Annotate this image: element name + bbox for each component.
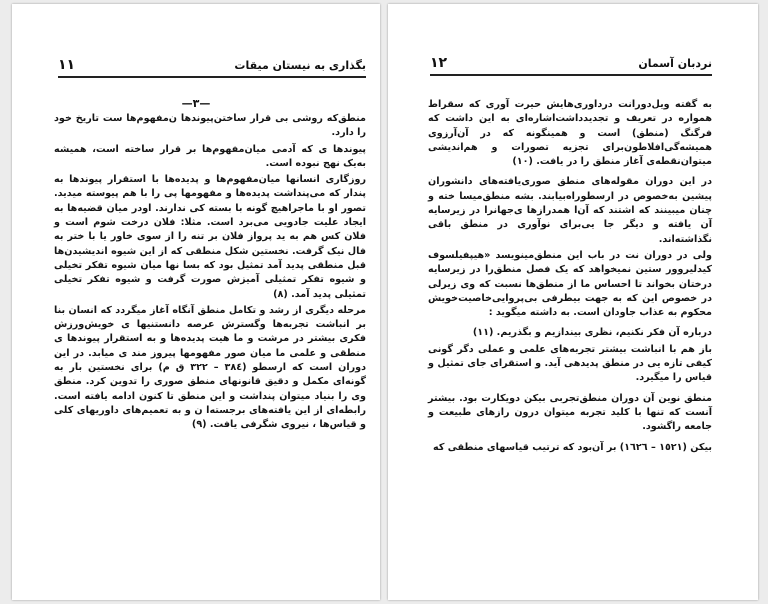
- paragraph: روزگاری انسانها میان‌مفهوم‌ها و پدیده‌ها با استقرار پیوندها به پندار که می‌پنداشت پدیده‌ها و مفهومها پی را با هم پیوسته میدید. تصور او با ماجراهیچ گونه با بسته کی ندارند. اودر میان قضیه‌ها به ایجاد علیت جادویی می‌برد است. مثلا: فلان درخت شوم است و فلان کس هم به ید پرواز فلان بر تنه را از سوی خاور یا با ختر به فال نیک گرفت. نخستین شکل منطقی که از این شیوه اندیشیدن‌ها قبل منطقی پدید آمد تمثیل بود که بسا نها میان شیوه تفکر تخیلی و شیوه تفکر تمثیلی آمیزش صورت گرفت و شیوه تفکر تخیلی تمثیلی پدید آمد. (٨): [54, 174, 366, 300]
- running-title: نردبان آسمان: [638, 56, 712, 70]
- paragraph: ولی در دوران نت در باب این منطق‌مینویسد «هیپفیلسوف کیدلیروور ستین نمیخواهد که یک فصل منطق‌را در زیرسایه درختان بخواند تا احساس ما از منطق‌ها نسبت که وی زیرلی در خصوص این که به جهت بیطرفی بی‌پروایی‌خاصیت‌خویش محکوم به عذاب جاودان است. به داشته میگوید :: [428, 249, 712, 319]
- paragraph: باز هم با انباشت بیشتر تجربه‌های علمی و عملی دگر گونی کیفی تازه‌ یی در منطق پدیدهی آید. و استقرای جای تمثیل و قیاس را میگیرد.: [428, 343, 712, 384]
- section-marker: —٣—: [181, 97, 211, 110]
- left-page-body: [54, 112, 366, 435]
- page-number: ١٢: [430, 55, 448, 71]
- paragraph: پیوندها ی که آدمی میان‌مفهوم‌ها بر قرار ساخته است، همیشه به‌یک‌ نهج نبوده است.: [54, 143, 366, 169]
- right-page-header: [430, 54, 712, 72]
- paragraph: در این دوران مقوله‌های منطق صوری‌یافته‌های دانشوران پیشین به‌خصوص در ارسطو‌راه‌بیابند. بشه منطق‌میسا خته و چنان میبینند که اشتند که‌ آن‌ا همدرازها ی‌جهانرا در زیرسایه آن یافته و دیگر جا یی‌برای نوآوری در منطق باقی نگذاشته‌اند.: [428, 176, 712, 245]
- paragraph: به گفته ویل‌دورانت درداوری‌هایش حیرت آوری که سقراط همواره در تعریف و تجدید‌داشت‌اشاره‌ای به این داشت که فرگنگ (منطق) است و همینگونه که در آن‌آرزوی همیشه‌گی‌افلاطون‌برای تجزیه تصورات و هم‌اندیشی میتوان‌نقطه‌ی آغاز منطق را در یافت. (١٠): [428, 99, 712, 168]
- right-page: [388, 4, 758, 600]
- running-title: بگذاری به نیستان میقات: [234, 58, 366, 72]
- left-page-header: [58, 56, 366, 74]
- paragraph: درباره آن فکر نکنیم، نظری بیندازیم و بگذریم. (١١): [472, 327, 712, 339]
- paragraph: منطق‌که روشی بی قرار ساختن‌پیوندها ن‌مفهوم‌ها ست تاریخ خود را دارد.: [54, 113, 366, 139]
- paragraph: بیکن (١٥٢١ – ١٦٢٦) بر آن‌بود که ترتیب قیاسهای منطقی که: [433, 441, 712, 453]
- page-number: ١١: [58, 57, 76, 73]
- header-rule: [58, 76, 366, 78]
- paragraph: مرحله دیگری از رشد و تکامل منطق آنگاه آغاز میگردد که انسان بنا بر انباشت تجربه‌ها وگسترش عرصه دانستنیها ی خویش‌ورزش فکری بیشتر در مرشت و ما هیت پدیده‌ها و به استقرار پیوندها ی منطقی و علمی ما میان صور مفهومها پیروز مند ی میابد. در این دوران است که ارسطو (٣٨٤ – ٣٢٢ ق م) برای نخستین بار به گونه‌ای مکمل و دقیق قانونهای منطق صوری را تدوین کرد. منطق وی را بنیاد میتوان پنداشت و این منطق تا کنون ادامه یافته است. رابطه‌ای از این یافته‌های برجسته‌ا ن و به تعمیم‌های داوریهای کلی و قیاس‌ها ، نیروی شگرفی یافت. (٩): [54, 304, 367, 431]
- right-page-body: [428, 98, 712, 457]
- left-page: [12, 4, 380, 600]
- header-rule: [430, 74, 712, 76]
- paragraph: منطق نوین آن دوران منطق‌تجربی بیکن دو‌یکارت بود. بیشتر آنست که تنها با کلید تجربه میتوان درون رازهای طبیعت و جامعه راگشود.: [428, 392, 712, 433]
